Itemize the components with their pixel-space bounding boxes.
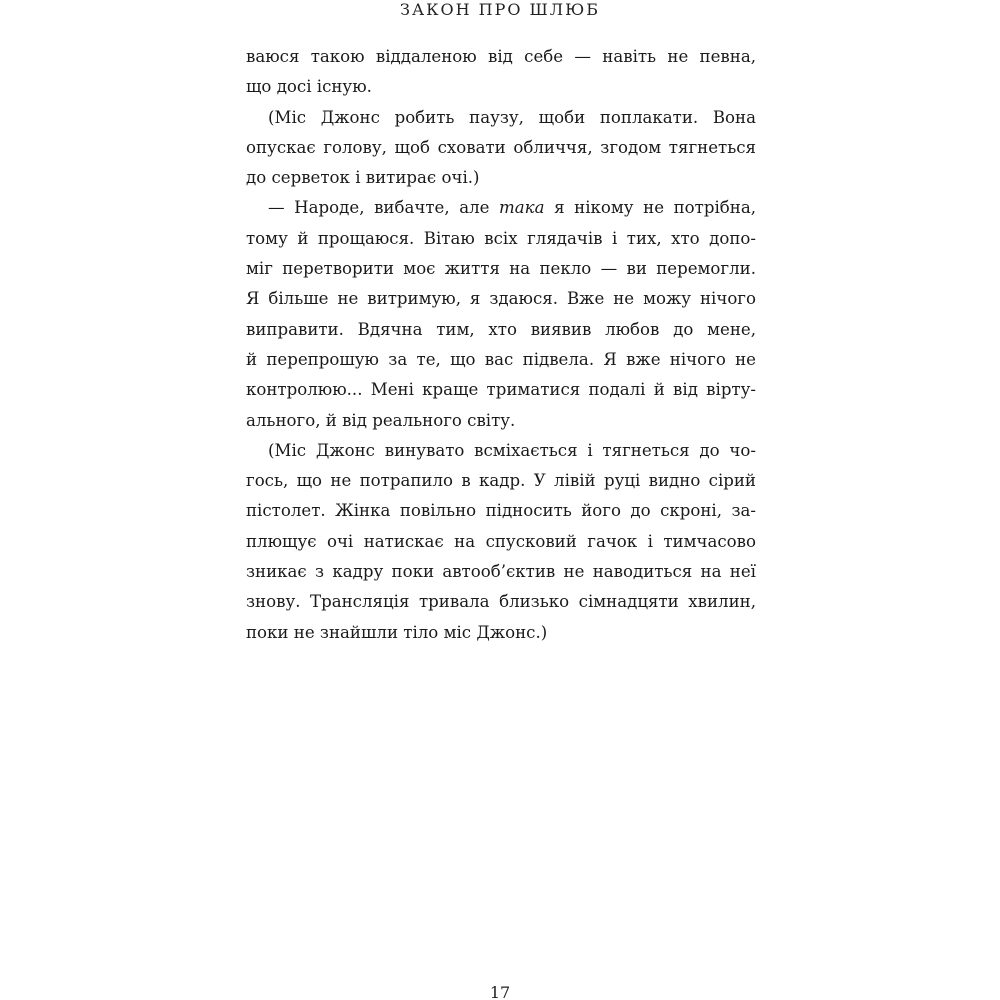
text-line: до серветок і витирає очі.) [246, 168, 480, 188]
text-line: й перепрошую за те, що вас підвела. Я вже нічого не [246, 349, 756, 369]
text-line: ваюся такою віддаленою від себе — навіть не певна, [246, 47, 756, 66]
text-line: Я більше не витримую, я здаюся. Вже не можу нічого [246, 289, 756, 309]
text-line: знову. Трансляція тривала близько сімнадцяти хвилин, [246, 592, 756, 612]
running-head: ЗАКОН ПРО ШЛЮБ [399, 0, 600, 19]
text-line: пістолет. Жінка повільно підносить його до скроні, за- [246, 501, 756, 521]
text-line: зникає з кадру поки автооб’єктив не наводиться на неї [246, 562, 756, 582]
text-line: плющує очі натискає на спусковий гачок і тимчасово [246, 531, 756, 551]
text-line: поки не знайшли тіло міс Джонс.) [246, 622, 548, 642]
emphasis-word: така [499, 198, 545, 218]
text-line: тому й прощаюся. Вітаю всіх глядачів і тих, хто допо- [246, 228, 756, 248]
text-line: гось, що не потрапило в кадр. У лівій руці видно сірий [246, 471, 756, 491]
text-line: опускає голову, щоб сховати обличчя, згодом тягнеться [246, 137, 756, 157]
text-line-with-emphasis [246, 193, 756, 223]
body-text [246, 42, 756, 648]
text-line: міг перетворити моє життя на пекло — ви перемогли. [246, 259, 756, 279]
text-fragment: — Народе, вибачте, але [268, 198, 500, 218]
text-line: ального, й від реального світу. [246, 410, 516, 430]
text-line: (Міс Джонс робить паузу, щоби поплакати. Вона [268, 107, 756, 127]
text-line: (Міс Джонс винувато всміхається і тягнеться до чо- [268, 440, 756, 460]
page-number: 17 [489, 983, 511, 1000]
text-line: виправити. Вдячна тим, хто виявив любов до мене, [246, 319, 756, 339]
text-line: що досі існую. [246, 77, 372, 97]
text-fragment: я нікому не потрібна, [544, 198, 756, 218]
text-line: контролюю... Мені краще триматися подалі й від вірту- [246, 380, 756, 400]
